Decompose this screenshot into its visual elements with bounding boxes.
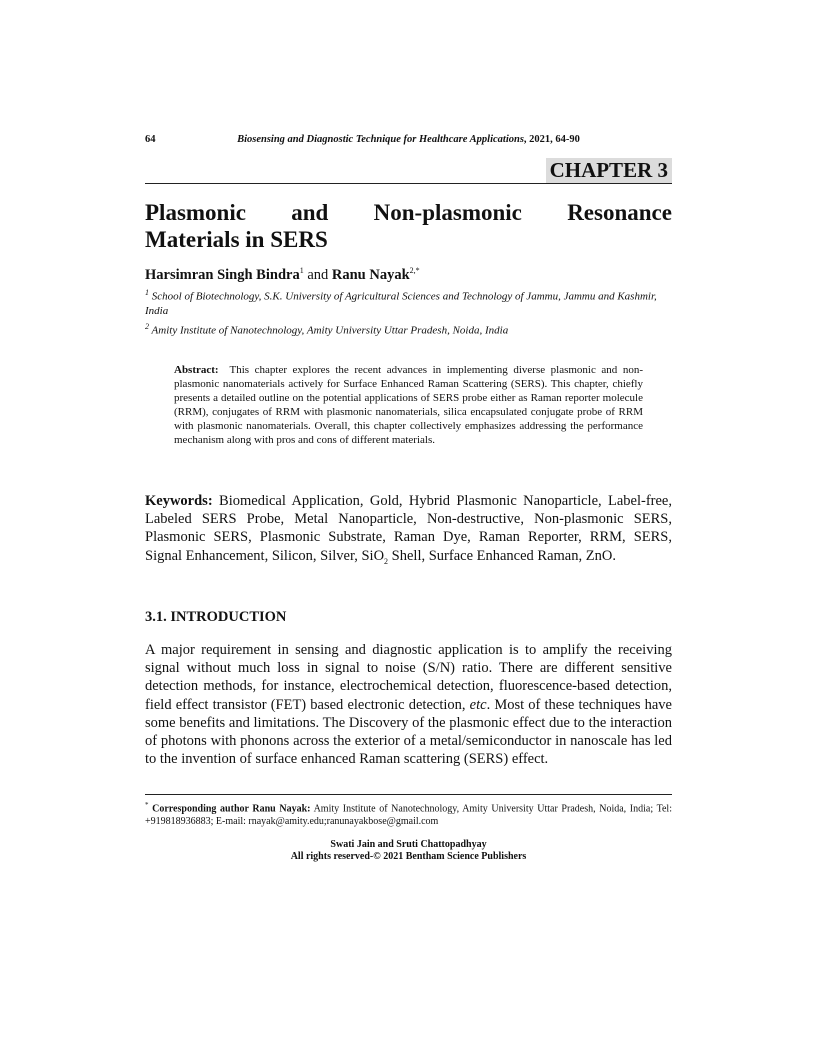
affiliation-marker: 2,* <box>409 266 420 275</box>
title-line-1 <box>145 199 672 226</box>
running-header <box>145 134 672 150</box>
publisher-footer <box>145 839 672 863</box>
page-number: 64 <box>145 134 156 145</box>
chapter-rule <box>145 183 672 184</box>
abstract-label: Abstract: <box>174 364 219 376</box>
chapter-label: CHAPTER 3 <box>546 158 672 183</box>
copyright: All rights reserved-© 2021 Bentham Science Publishers <box>290 851 527 862</box>
affiliation: $^2$ Amity Institute of Nanotechnology, Amity University Uttar Pradesh, Noida, India <box>145 322 509 337</box>
abstract-text: This chapter explores the recent advances in implementing diverse plasmonic and non-plasmonic nanomaterials actively for Surface Enhanced Raman Scattering (SERS). This chapter, chiefly presents a detailed outline on the potential applications of SERS probe either as Raman reporter molecule (RRM), conjugates of RRM with plasmonic nanomaterials, silica encapsulated conjugate probe of RRM with plasmonic nanomaterials. Overall, this chapter collectively emphasizes addressing the performance mechanism along with pros and cons of different materials. <box>174 364 644 446</box>
body-paragraph: A major requirement in sensing and diagnostic application is to amplify the receiving signal without much loss in signal to noise (S/N) ratio. There are different sensitive detection methods, for instance, electrochemical detection, fluorescence-based detection, field effect transistor (FET) based electronic detection, etc. Most of these techniques have some benefits and limitations. The Discovery of the plasmonic effect due to the interaction of photons with phonons across the exterior of a metal/semiconductor in nanoscale has led to the invention of surface enhanced Raman scattering (SERS) effect. <box>145 642 672 768</box>
author-name: Ranu Nayak <box>331 266 410 283</box>
section-heading: 3.1. INTRODUCTION <box>145 609 287 625</box>
abstract <box>174 363 643 447</box>
title-word: Resonance <box>567 200 672 225</box>
affiliation: $^1$ School of Biotechnology, S.K. University of Agricultural Sciences and Technology of Jammu, Jammu and Kashmir, India <box>145 288 657 318</box>
title-word: and <box>291 200 329 225</box>
keywords-label: Keywords: <box>145 493 213 509</box>
journal-title: Biosensing and Diagnostic Technique for Healthcare Applications <box>237 134 524 145</box>
title-line-2: Materials in SERS <box>145 227 328 252</box>
title-word: Plasmonic <box>145 200 246 225</box>
author-name: Harsimran Singh Bindra <box>145 266 300 283</box>
footnote-label: Corresponding author Ranu Nayak: <box>152 803 311 815</box>
footnote: * Corresponding author Ranu Nayak: Amity Institute of Nanotechnology, Amity University Uttar Pradesh, Noida, India; Tel: +919818936883; E-mail: rnayak@amity.edu;ranunayakbose@gmail.com <box>145 801 672 828</box>
keywords: Keywords: Biomedical Application, Gold, Hybrid Plasmonic Nanoparticle, Label-free, Labeled SERS Probe, Metal Nanoparticle, Non-destructive, Non-plasmonic SERS, Plasmonic SERS, Plasmonic Substrate, Raman Dye, Raman Reporter, RRM, SERS, Signal Enhancement, Silicon, Silver, SiO$_2$ Shell, Surface Enhanced Raman, ZnO. <box>145 493 672 566</box>
editors: Swati Jain and Sruti Chattopadhyay <box>330 839 487 850</box>
journal-year-pages: , 2021, 64-90 <box>523 134 580 145</box>
author-conjunction: and <box>303 266 332 283</box>
footnote-rule <box>145 794 672 795</box>
title-word: Non-plasmonic <box>373 200 522 225</box>
journal-citation <box>145 134 672 145</box>
affiliation-marker: 1 <box>299 266 304 275</box>
author-list <box>145 262 420 284</box>
page-title <box>145 199 672 253</box>
